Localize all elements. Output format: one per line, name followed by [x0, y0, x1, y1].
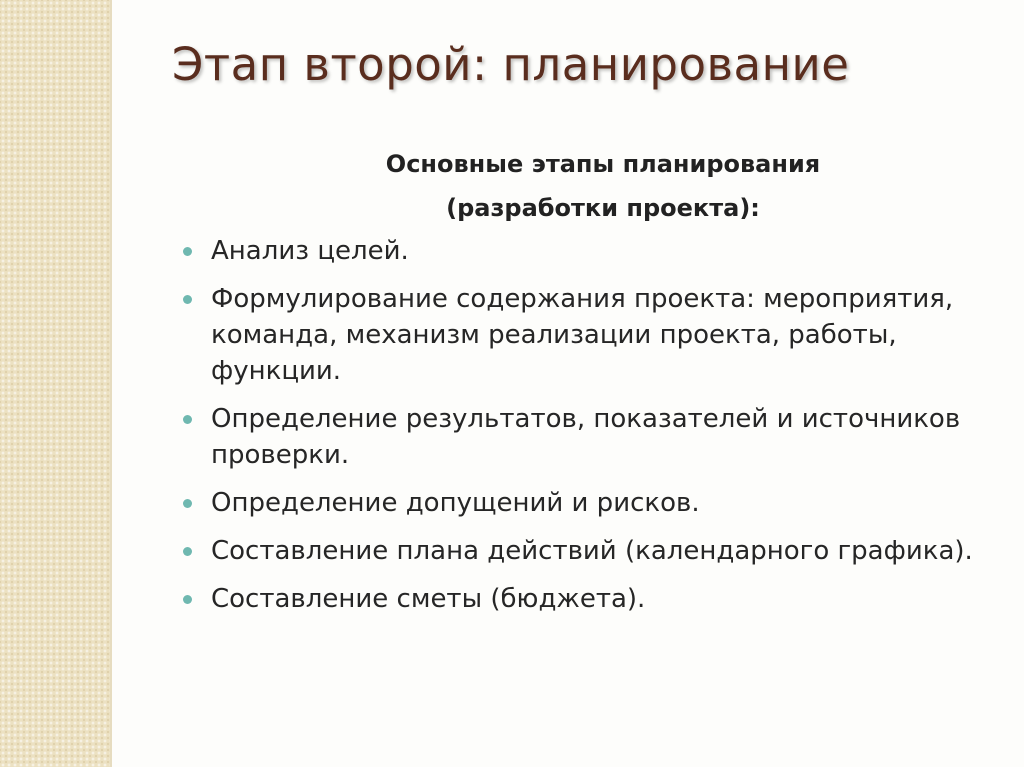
bullet-text: Составление плана действий (календарного графика). [211, 536, 973, 566]
bullet-text: Составление сметы (бюджета). [211, 584, 646, 614]
bullet-text: Определение результатов, показателей и источников проверки. [211, 404, 961, 470]
bullet-item [178, 485, 988, 521]
side-band-divider [110, 0, 112, 767]
bullet-dot-icon [183, 415, 192, 424]
bullet-dot-icon [183, 499, 192, 508]
subtitle-line-1: Основные этапы планирования [385, 150, 821, 178]
bullet-item [178, 233, 988, 269]
bullet-text: Определение допущений и рисков. [211, 488, 700, 518]
bullet-item [178, 281, 988, 389]
bullet-dot-icon [183, 547, 192, 556]
bullet-dot-icon [183, 595, 192, 604]
bullet-item [178, 401, 988, 473]
bullet-text: Анализ целей. [211, 236, 409, 266]
bullet-dot-icon [183, 295, 192, 304]
bullet-text: Формулирование содержания проекта: мероприятия, команда, механизм реализации проекта, работы, функции. [211, 284, 954, 386]
slide-title: Этап второй: планирование [172, 38, 850, 91]
bullet-item [178, 581, 988, 617]
bullet-list [178, 233, 988, 617]
decorative-side-band [0, 0, 110, 767]
subtitle-line-2: (разработки проекта): [446, 194, 760, 222]
bullet-dot-icon [183, 247, 192, 256]
slide-content [178, 142, 988, 629]
bullet-item [178, 533, 988, 569]
